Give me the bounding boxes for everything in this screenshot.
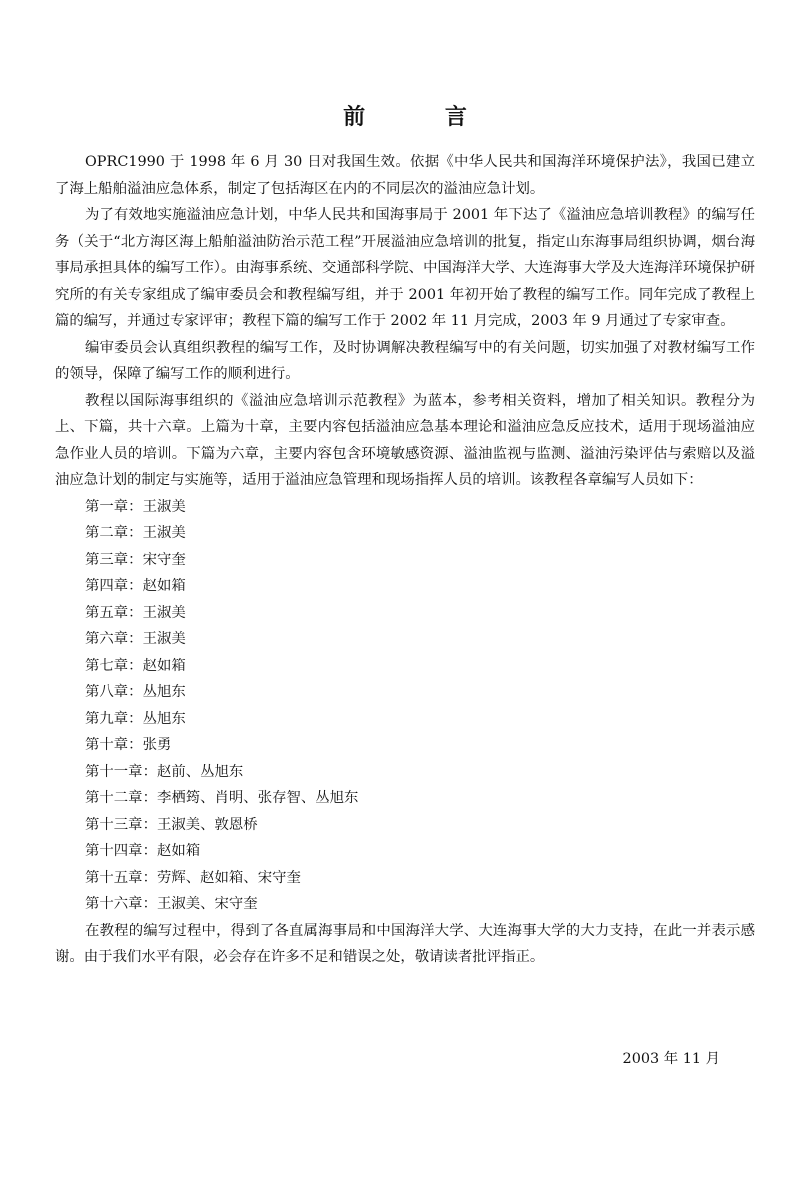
- paragraph: 教程以国际海事组织的《溢油应急培训示范教程》为蓝本，参考相关资料，增加了相关知识。教程分为上、下篇，共十六章。上篇为十章，主要内容包括溢油应急基本理论和溢油应急反应技术，适用于现场溢油应急作业人员的培训。下篇为六章，主要内容包含环境敏感资源、溢油监视与监测、溢油污染评估与索赔以及溢油应急计划的制定与实施等，适用于溢油应急管理和现场指挥人员的培训。该教程各章编写人员如下：: [55, 392, 755, 488]
- chapter-item: 第十四章：赵如箱: [85, 843, 201, 859]
- chapter-item: 第八章：丛旭东: [85, 684, 186, 700]
- chapter-item: 第十章：张勇: [85, 737, 172, 753]
- chapter-item: 第五章：王淑美: [85, 604, 186, 621]
- chapter-item: 第七章：赵如箱: [85, 657, 186, 674]
- preface-body: [55, 149, 755, 971]
- chapter-item: 第四章：赵如箱: [85, 578, 186, 594]
- document-page: [55, 0, 755, 1186]
- paragraph: 为了有效地实施溢油应急计划，中华人民共和国海事局于 2001 年下达了《溢油应急培训教程》的编写任务（关于“北方海区海上船舶溢油防治示范工程”开展溢油应急培训的批复，指定山东海事局组织协调，烟台海事局承担具体的编写工作）。由海事系统、交通部科学院、中国海洋大学、大连海事大学及大连海洋环境保护研究所的有关专家组成了编审委员会和教程编写组，并于 2001 年初开始了教程的编写工作。同年完成了教程上篇的编写，并通过专家评审；教程下篇的编写工作于 2002 年 11 月完成，2003 年 9 月通过了专家审查。: [55, 207, 755, 329]
- chapter-author-list: [55, 494, 755, 918]
- paragraph: 在教程的编写过程中，得到了各直属海事局和中国海洋大学、大连海事大学的大力支持，在此一并表示感谢。由于我们水平有限，必会存在许多不足和错误之处，敬请读者批评指正。: [55, 922, 755, 965]
- chapter-item: 第三章：宋守奎: [85, 551, 186, 568]
- chapter-item: 第十五章：劳辉、赵如箱、宋守奎: [85, 869, 301, 886]
- paragraph: 编审委员会认真组织教程的编写工作，及时协调解决教程编写中的有关问题，切实加强了对教材编写工作的领导，保障了编写工作的顺利进行。: [55, 339, 755, 382]
- chapter-item: 第二章：王淑美: [85, 525, 186, 541]
- chapter-item: 第一章：王淑美: [85, 498, 186, 515]
- chapter-item: 第十三章：王淑美、敦恩桥: [85, 816, 258, 833]
- chapter-item: 第九章：丛旭东: [85, 710, 186, 727]
- paragraph: OPRC1990 于 1998 年 6 月 30 日对我国生效。依据《中华人民共和国海洋环境保护法》，我国已建立了海上船舶溢油应急体系，制定了包括海区在内的不同层次的溢油应急计划。: [55, 154, 755, 197]
- chapter-item: 第十一章：赵前、丛旭东: [85, 763, 244, 780]
- chapter-item: 第十二章：李栖筠、肖明、张存智、丛旭东: [85, 790, 359, 806]
- chapter-item: 第十六章：王淑美、宋守奎: [85, 896, 258, 912]
- date-signature: 2003 年 11 月: [622, 1051, 720, 1067]
- page-title: 前 言: [343, 105, 503, 130]
- chapter-item: 第六章：王淑美: [85, 631, 186, 647]
